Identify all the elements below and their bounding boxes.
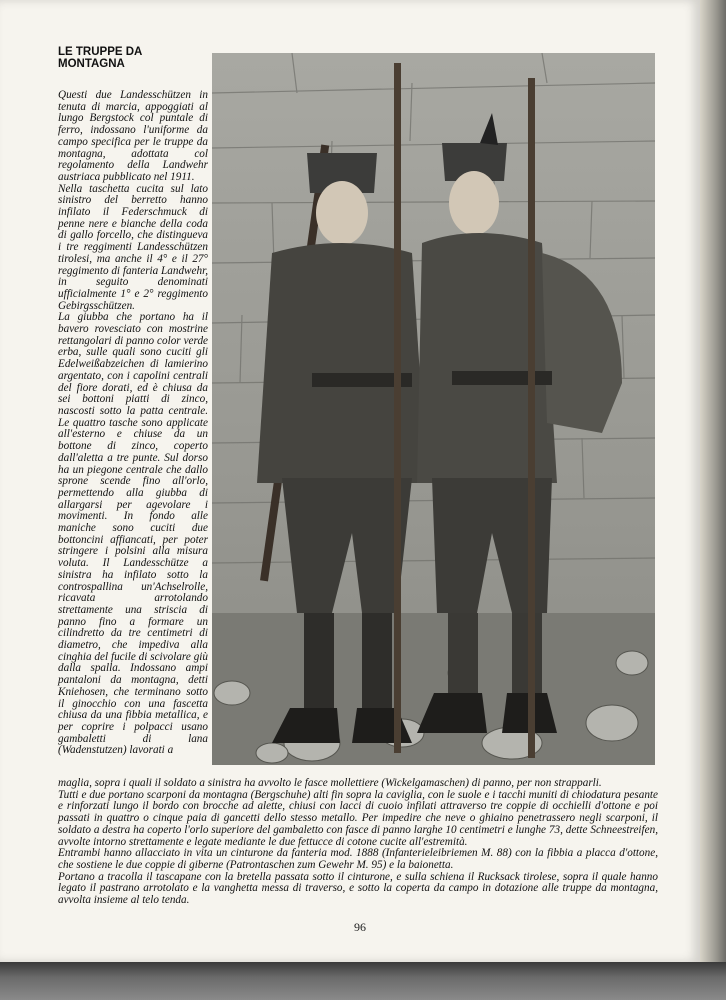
- bergstock-left: [394, 63, 401, 753]
- caption-paragraph: Portano a tracolla il tascapane con la bretella passata sotto il cinturone, e sulla schiena il Rucksack tirolese, sopra il quale hanno legato il pastrano arrotolato e la vanghetta messa di traverso, e sotto la coperta da campo in dotazione alle truppe da montagna, avvolta insieme al telo tenda.: [58, 870, 658, 907]
- scan-background: [0, 962, 726, 1000]
- bergstock-right: [528, 78, 535, 758]
- caption-paragraph: Tutti e due portano scarponi da montagna (Bergschuhe) alti fin sopra la caviglia, con le suole e i tacchi muniti di chiodatura pesante e rinforzati lungo il bordo con brocche ad alette, chiusi con lacci di cuoio infilati attraverso tre coppie di occhielli d'ottone e poi passati in quattro o cinque paia di gancetti dello stesso metallo. Per impedire che neve o ghiaino penetrassero negli scarponi, il soldato a destra ha coperto l'orlo superiore del gambaletto con fasce di panno larghe 10 centimetri e lunghe 73, dette Schneestreifen, avvolte intorno strettamente e legate mediante le due fettucce di cotone cucite all'estremità.: [58, 788, 658, 848]
- page-edge: [700, 0, 726, 962]
- photo-illustration: [212, 53, 655, 765]
- caption-paragraph: maglia, sopra i quali il soldato a sinistra ha avvolto le fasce mollettiere (Wickelgamaschen) di panno, per non strapparli.: [58, 777, 602, 789]
- caption-column: [58, 90, 208, 757]
- caption-continuation: [58, 778, 658, 907]
- caption-paragraph: Nella taschetta cucita sul lato sinistro del berretto hanno infilato il Federschmuck di penne nere e bianche della coda di gallo forcello, che distingueva i tre reggimenti Landesschützen tirolesi, ma anche il 4° e il 27° reggimento di fanteria Landwehr, in seguito denominati ufficialmente 1° e 2° reggimento Gebirgsschützen.: [58, 182, 208, 312]
- caption-paragraph: Questi due Landesschützen in tenuta di marcia, appoggiati al lungo Bergstock col puntale di ferro, indossano l'uniforme da campo specifica per le truppe da montagna, adottata col regolamento della Landwehr austriaca pubblicato nel 1911.: [58, 89, 208, 183]
- caption-paragraph: La giubba che portano ha il bavero rovesciato con mostrine rettangolari di panno color verde erba, sulle quali sono cuciti gli Edelweißabzeichen di lamierino argentato, con i capolini centrali del fiore dorati, ed è chiusa da sei bottoni piatti di zinco, nascosti sotto la patta centrale. Le quattro tasche sono applicate all'esterno e chiuse da un bottone di zinco, coperto dall'aletta a tre punte. Sul dorso ha un piegone centrale che dallo sprone scende fino all'orlo, permettendo alla giubba di allargarsi per agevolare i movimenti. In fondo alle maniche sono cuciti due bottoncini affiancati, per poter stringere i polsini alla misura voluta. Il Landesschütze a sinistra ha infilato sotto la controspallina un'Achselrolle, ricavata arrotolando strettamente una striscia di panno fino a formare un cilindretto da tre centimetri di diametro, che impediva alla cinghia del fucile di scivolare giù dalla spalla. Indossano ampi pantaloni da montagna, detti Kniehosen, che terminano sotto il ginocchio con una fascetta chiusa da una fibbia metallica, e per coprire i polpacci usano gambaletti di lana (Wadenstutzen) lavorati a: [58, 311, 208, 757]
- page-number: 96: [354, 920, 366, 934]
- caption-paragraph: Entrambi hanno allacciato in vita un cinturone da fanteria mod. 1888 (Infanterieleibriemen M. 88) con la fibbia a placca d'ottone, che sostiene le due coppie di giberne (Patrontaschen zum Gewehr M. 95) e la baionetta.: [58, 847, 658, 871]
- soldiers-photograph: [212, 53, 655, 765]
- section-heading: LE TRUPPE DA MONTAGNA: [58, 46, 142, 70]
